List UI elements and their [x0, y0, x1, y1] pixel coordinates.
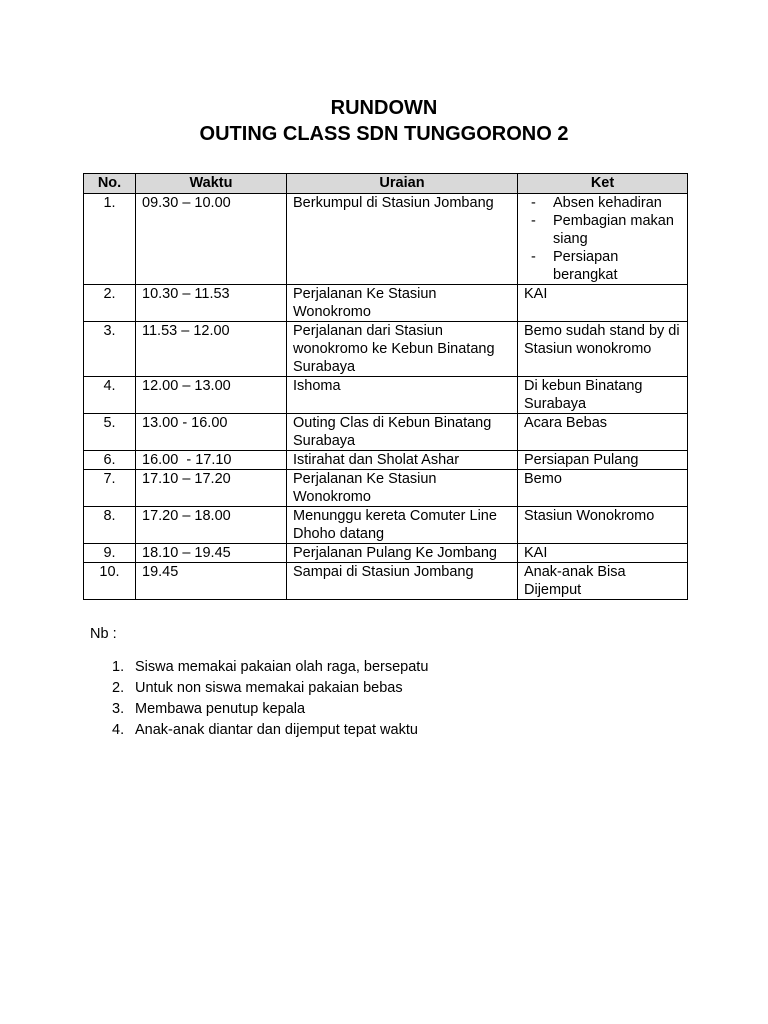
list-item-text: Pembagian makan siang — [553, 213, 674, 247]
row-no: 10. — [84, 563, 136, 600]
row-uraian: Menunggu kereta Comuter Line Dhoho datang — [287, 507, 518, 544]
list-item — [90, 678, 428, 699]
row-waktu: 13.00 - 16.00 — [136, 414, 287, 451]
table-row — [84, 194, 688, 285]
row-ket: KAI — [518, 285, 688, 322]
list-item-text: Untuk non siswa memakai pakaian bebas — [135, 680, 403, 696]
row-no: 7. — [84, 470, 136, 507]
document-subtitle: OUTING CLASS SDN TUNGGORONO 2 — [199, 123, 569, 145]
table-row — [84, 285, 688, 322]
row-uraian: Perjalanan Ke Stasiun Wonokromo — [287, 470, 518, 507]
list-item-text: Siswa memakai pakaian olah raga, bersepatu — [135, 659, 429, 675]
row-waktu: 17.20 – 18.00 — [136, 507, 287, 544]
list-item — [90, 699, 428, 720]
row-uraian: Outing Clas di Kebun Binatang Surabaya — [287, 414, 518, 451]
header-ket: Ket — [518, 174, 688, 194]
row-ket: Di kebun Binatang Surabaya — [518, 377, 688, 414]
row-no: 1. — [84, 194, 136, 285]
row-waktu: 18.10 – 19.45 — [136, 544, 287, 563]
notes-label: Nb : — [90, 626, 117, 642]
row-no: 9. — [84, 544, 136, 563]
list-item — [90, 720, 428, 741]
table-row — [84, 377, 688, 414]
row-uraian: Sampai di Stasiun Jombang — [287, 563, 518, 600]
row-uraian: Ishoma — [287, 377, 518, 414]
header-waktu: Waktu — [136, 174, 287, 194]
list-item-text: Persiapan berangkat — [553, 249, 619, 283]
list-item: - Persiapan berangkat — [531, 249, 619, 283]
document-title: RUNDOWN — [330, 97, 438, 119]
row-waktu: 12.00 – 13.00 — [136, 377, 287, 414]
table-row — [84, 414, 688, 451]
list-item — [90, 657, 428, 678]
row-ket: Stasiun Wonokromo — [518, 507, 688, 544]
row-no: 5. — [84, 414, 136, 451]
row-waktu: 11.53 – 12.00 — [136, 322, 287, 377]
list-item: - Pembagian makan siang — [531, 213, 674, 247]
list-item: - Absen kehadiran — [531, 195, 662, 211]
row-ket — [518, 194, 688, 285]
row-uraian: Perjalanan Pulang Ke Jombang — [287, 544, 518, 563]
row-no: 3. — [84, 322, 136, 377]
notes-list — [90, 657, 428, 741]
row-ket: KAI — [518, 544, 688, 563]
list-item-number: 4. — [112, 722, 125, 738]
table-row — [84, 451, 688, 470]
row-ket: Anak-anak Bisa Dijemput — [518, 563, 688, 600]
row-uraian: Perjalanan Ke Stasiun Wonokromo — [287, 285, 518, 322]
list-item-number: 3. — [112, 701, 125, 717]
list-item-text: Anak-anak diantar dan dijemput tepat waktu — [135, 722, 418, 738]
row-waktu: 09.30 – 10.00 — [136, 194, 287, 285]
row-waktu: 17.10 – 17.20 — [136, 470, 287, 507]
table-row — [84, 563, 688, 600]
row-ket: Bemo sudah stand by di Stasiun wonokromo — [518, 322, 688, 377]
table-row — [84, 507, 688, 544]
row-uraian: Berkumpul di Stasiun Jombang — [287, 194, 518, 285]
list-item-text: Absen kehadiran — [553, 195, 662, 211]
list-item-number: 1. — [112, 659, 125, 675]
table-header-row — [84, 174, 688, 194]
table-row — [84, 544, 688, 563]
row-ket: Acara Bebas — [518, 414, 688, 451]
row-no: 8. — [84, 507, 136, 544]
list-item-number: 2. — [112, 680, 125, 696]
row-waktu: 16.00 - 17.10 — [136, 451, 287, 470]
list-item-text: Membawa penutup kepala — [135, 701, 306, 717]
row-uraian: Perjalanan dari Stasiun wonokromo ke Kebun Binatang Surabaya — [287, 322, 518, 377]
row-ket: Persiapan Pulang — [518, 451, 688, 470]
ket-list — [524, 194, 683, 284]
row-waktu: 19.45 — [136, 563, 287, 600]
row-no: 6. — [84, 451, 136, 470]
rundown-table — [83, 173, 688, 600]
row-no: 2. — [84, 285, 136, 322]
header-uraian: Uraian — [287, 174, 518, 194]
table-row — [84, 470, 688, 507]
row-waktu: 10.30 – 11.53 — [136, 285, 287, 322]
row-ket: Bemo — [518, 470, 688, 507]
table-row — [84, 322, 688, 377]
row-no: 4. — [84, 377, 136, 414]
row-uraian: Istirahat dan Sholat Ashar — [287, 451, 518, 470]
header-no: No. — [84, 174, 136, 194]
